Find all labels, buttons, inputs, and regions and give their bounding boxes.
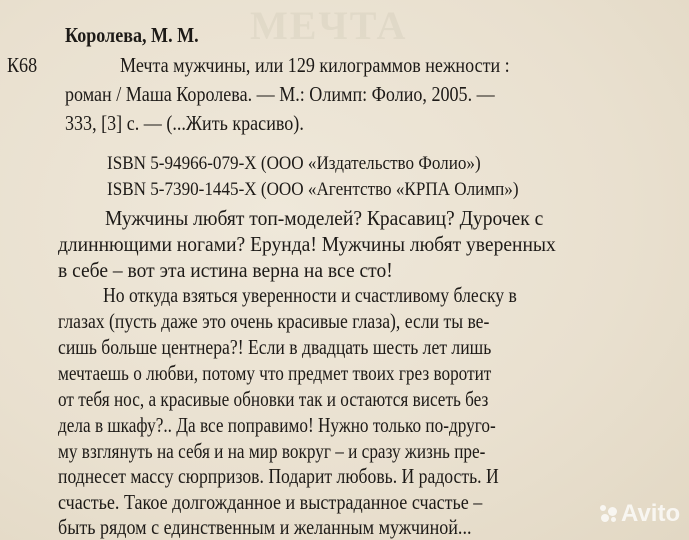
annotation-line-8: от тебя нос, а красивые обновки так и остаются висеть без — [58, 387, 489, 411]
bib-line-2: роман / Маша Королева. — М.: Олимп: Фолио, 2005. — — [65, 82, 495, 106]
annotation-line-12: счастье. Такое долгожданное и выстраданное счастье – — [58, 490, 483, 514]
annotation-line-10: му взглянуть на себя и на мир вокруг – и сразу жизнь пре- — [58, 439, 486, 463]
bib-line-1: Мечта мужчины, или 129 килограммов нежности : — [120, 53, 510, 77]
bib-line-3: 333, [3] с. — (...Жить красиво). — [65, 111, 304, 135]
annotation-line-13: быть рядом с единственным и желанным мужчиной... — [58, 515, 472, 539]
annotation-line-6: сишь больше центнера?! Если в двадцать шесть лет лишь — [58, 335, 492, 359]
annotation-line-4: Но откуда взяться уверенности и счастливому блеску в — [103, 283, 517, 307]
author-heading: Королева, М. М. — [65, 23, 199, 47]
avito-watermark — [600, 500, 680, 528]
annotation-line-1: Мужчины любят топ-моделей? Красавиц? Дурочек с — [105, 206, 544, 230]
annotation-line-7: мечтаешь о любви, потому что предмет твоих грез воротит — [58, 361, 492, 385]
bleed-through-text: ΜΕЧТА — [250, 3, 408, 48]
annotation-line-11: поднесет массу сюрпризов. Подарит любовь. И радость. И — [58, 464, 499, 488]
annotation-line-3: в себе – вот эта истина верна на все сто! — [58, 258, 393, 282]
avito-watermark-text: Avito — [621, 500, 681, 527]
avito-logo-icon — [600, 505, 618, 523]
annotation-line-2: длиннющими ногами? Ерунда! Мужчины любят уверенных — [58, 232, 556, 256]
isbn-line-1: ISBN 5-94966-079-Х (ООО «Издательство Фолио») — [107, 153, 481, 174]
annotation-line-9: дела в шкафу?.. Да все поправимо! Нужно только по-друго- — [58, 413, 496, 437]
shelf-code: К68 — [7, 53, 38, 77]
annotation-line-5: глазах (пусть даже это очень красивые глаза), если ты ве- — [58, 309, 490, 333]
isbn-line-2: ISBN 5-7390-1445-Х (ООО «Агентство «КРПА Олимп») — [107, 179, 519, 200]
